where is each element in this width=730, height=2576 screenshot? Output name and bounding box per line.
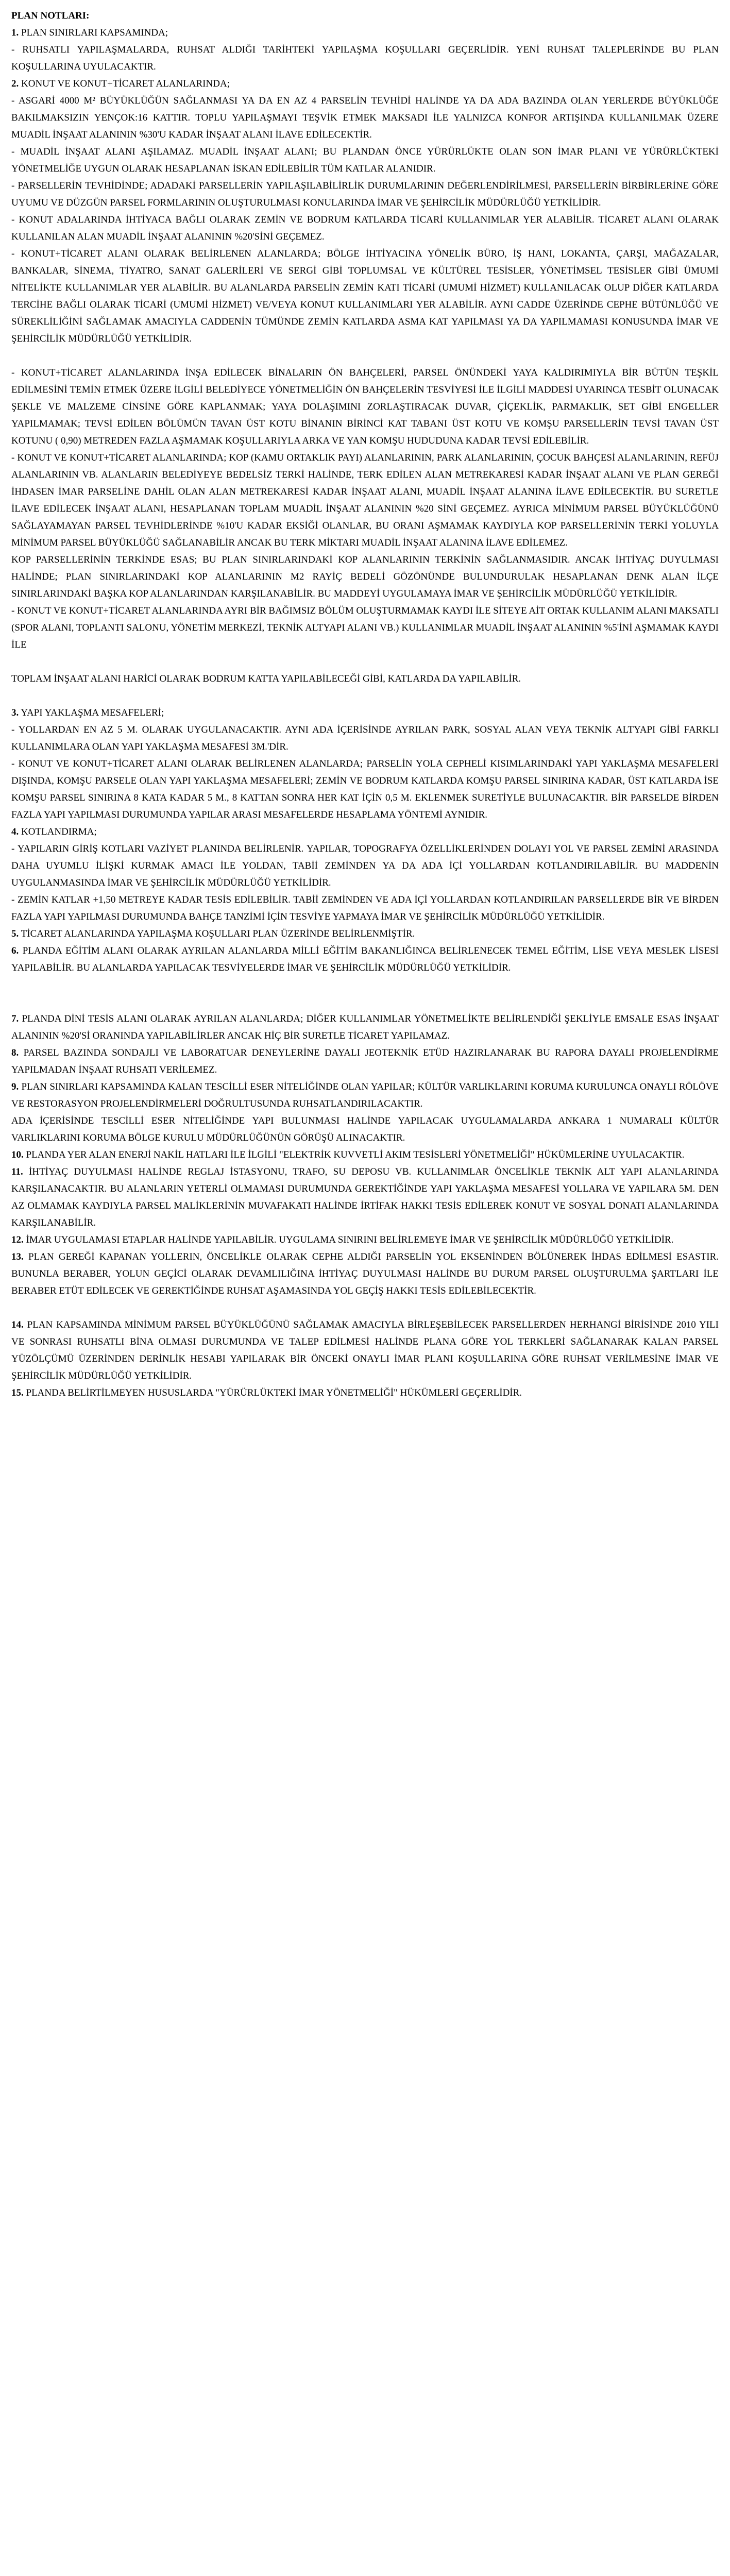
note-text: - KONUT+TİCARET ALANI OLARAK BELİRLENEN ALANLARDA; BÖLGE İHTİYACINA YÖNELİK BÜRO, İŞ HANI, LOKANTA, ÇARŞI, MAĞAZALAR, BANKALAR, SİNEMA, TİYATRO, SANAT GALERİLERİ VE SERGİ GİBİ TOPLUMSAL VE KÜLTÜREL TESİSLER, YÖNETİMSEL TESİSLER GİBİ ÜMUMİ NİTELİKTE KULLANIMLAR YER ALABİLİR. BU ALANLARDA PARSELİN ZEMİN KATI TİCARİ (UMUMİ HİZMET) KULLANILACAK OLUP DİĞER KATLARDA TERCİHE BAĞLI OLARAK TİCARİ (UMUMİ HİZMET) VE/VEYA KONUT KULLANIMLARI YER ALABİLİR. AYNI CADDE ÜZERİNDE CEPHE BÜTÜNLÜĞÜ VE SÜREKLİLİĞİNİ SAĞLAMAK AMACIYLA CADDENİN TÜMÜNDE ZEMİN KATLARDA ASMA KAT YAPILMASI YA DA YAPILMAMASI KONUSUNDA İMAR VE ŞEHİRCİLİK MÜDÜRLÜĞÜ YETKİLİDİR. bbox=[11, 248, 719, 344]
note-text: PLANDA DİNİ TESİS ALANI OLARAK AYRILAN ALANLARDA; DİĞER KULLANIMLAR YÖNETMELİKTE BELİRLENDİĞİ ŞEKLİYLE EMSALE ESAS İNŞAAT ALANININ %20'Sİ ORANINDA YAPILABİLİRLER ANCAK HİÇ BİR SURETLE TİCARET YAPILAMAZ. bbox=[11, 1013, 719, 1041]
note-text: - KONUT VE KONUT+TİCARET ALANLARINDA; KOP (KAMU ORTAKLIK PAYI) ALANLARININ, PARK ALANLARININ, ÇOCUK BAHÇESİ ALANLARININ, REFÜJ ALANLARININ VB. ALANLARIN BELEDİYEYE BEDELSİZ TERKİ HALİNDE, TERK EDİLEN ALAN METREKARESİ KADAR İNŞAAT ALANI VE PLAN GEREĞİ İHDASEN İMAR PARSELİNE DAHİL OLAN ALAN METREKARESİ KADAR İNŞAAT ALANI, MUADİL İNŞAAT ALANINA İLAVE EDİLECEKTİR. BU SURETLE İLAVE EDİLECEK İNŞAAT ALANI, HESAPLANAN TOPLAM MUADİL İNŞAAT ALANININ %20 SİNİ GEÇEMEZ. AYRICA MİNİMUM PARSEL BÜYÜKLÜĞÜNÜ SAĞLAYAMAYAN PARSEL TEVHİDLERİNDE %10'U KADAR EKSİĞİ OLANLAR, BU ORANI AŞMAMAK KAYDIYLA KOP PARSELLERİNİN TERKİ YOLUYLA MİNİMUM PARSEL BÜYÜKLÜĞÜ SAĞLANABİLİR ANCAK BU TERK MİKTARI MUADİL İNŞAAT ALANINA İLAVE EDİLEMEZ. bbox=[11, 452, 719, 548]
note-text: İHTİYAÇ DUYULMASI HALİNDE REGLAJ İSTASYONU, TRAFO, SU DEPOSU VB. KULLANIMLAR ÖNCELİKLE TEKNİK ALT YAPI ALANLARINDA KARŞILANACAKTIR. BU ALANLARIN YETERLİ OLMAMASI DURUMUNDA GEREKTİĞİNDE YAPI YAKLAŞMA MESAFESİ YOLLARA VE YAPILARA 5M. DEN AZ OLMAMAK KAYDIYLA PARSEL MALİKLERİNİN MUVAFAKATI HALİNDE İRTİFAK HAKKI TESİS EDİLEREK KONUT VE SOSYAL DONATI ALANLARINDA KARŞILANABİLİR. bbox=[11, 1166, 719, 1228]
note-text: PLAN SINIRLARI KAPSAMINDA KALAN TESCİLLİ ESER NİTELİĞİNDE OLAN YAPILAR; KÜLTÜR VARLIKLARINI KORUMA KURULUNCA ONAYLI RÖLÖVE VE RESTORASYON PROJELENDİRMELERİ DOĞRULTUSUNDA RUHSATLANDIRILACAKTIR. bbox=[11, 1081, 719, 1109]
numbered-note bbox=[11, 1248, 719, 1299]
note-number: 2. bbox=[11, 78, 19, 89]
note-paragraph bbox=[11, 177, 719, 211]
note-text: PLANDA EĞİTİM ALANI OLARAK AYRILAN ALANLARDA MİLLİ EĞİTİM BAKANLIĞINCA BELİRLENECEK TEMEL EĞİTİM, LİSE VEYA MESLEK LİSESİ YAPILABİLİR. BU ALANLARDA YAPILACAK TESVİYELERDE İMAR VE ŞEHİRCİLİK MÜDÜRLÜĞÜ YETKİLİDİR. bbox=[11, 945, 719, 973]
note-paragraph bbox=[11, 551, 719, 602]
note-number: 5. bbox=[11, 928, 19, 939]
numbered-note bbox=[11, 24, 719, 41]
note-text: TİCARET ALANLARINDA YAPILAŞMA KOŞULLARI PLAN ÜZERİNDE BELİRLENMİŞTİR. bbox=[19, 928, 415, 939]
document-title: PLAN NOTLARI: bbox=[11, 10, 90, 21]
numbered-note bbox=[11, 1384, 719, 1401]
note-paragraph bbox=[11, 602, 719, 653]
note-paragraph bbox=[11, 840, 719, 891]
note-text: PLANDA YER ALAN ENERJİ NAKİL HATLARI İLE İLGİLİ "ELEKTRİK KUVVETLİ AKIM TESİSLERİ YÖNETMELİĞİ" HÜKÜMLERİNE UYULACAKTIR. bbox=[23, 1149, 685, 1160]
note-text: ADA İÇERİSİNDE TESCİLLİ ESER NİTELİĞİNDE YAPI BULUNMASI HALİNDE YAPILACAK UYGULAMALARDA ANKARA 1 NUMARALI KÜLTÜR VARLIKLARINI KORUMA BÖLGE KURULU MÜDÜRLÜĞÜNÜN GÖRÜŞÜ ALINACAKTIR. bbox=[11, 1115, 719, 1143]
notes-body bbox=[11, 24, 719, 1401]
note-text: TOPLAM İNŞAAT ALANI HARİCİ OLARAK BODRUM KATTA YAPILABİLECEĞİ GİBİ, KATLARDA DA YAPILABİLİR. bbox=[11, 673, 521, 684]
note-text: KOP PARSELLERİNİN TERKİNDE ESAS; BU PLAN SINIRLARINDAKİ KOP ALANLARININ TERKİNİN SAĞLANMASIDIR. ANCAK İHTİYAÇ DUYULMASI HALİNDE; PLAN SINIRLARINDAKİ KOP ALANLARININ M2 RAYİÇ BEDELİ GÖZÖNÜNDE BULUNDURULAK HESAPLANAN DENK ALAN İLÇE SINIRLARINDAKİ BAŞKA KOP ALANLARINDAN KARŞILANABİLİR. BU MADDEYİ UYGULAMAYA İMAR VE ŞEHİRCİLİK MÜDÜRLÜĞÜ YETKİLİDİR. bbox=[11, 554, 719, 599]
numbered-note bbox=[11, 925, 719, 942]
note-text: - KONUT+TİCARET ALANLARINDA İNŞA EDİLECEK BİNALARIN ÖN BAHÇELERİ, PARSEL ÖNÜNDEKİ YAYA KALDIRIMIYLA BİR BÜTÜN TEŞKİL EDİLMESİNİ TEMİN ETMEK ÜZERE İLGİLİ BELEDİYECE YÖNETMELİĞİN ÖN BAHÇELERİN TESVİYESİ İLE İLGİLİ MADDESİ UYARINCA TESBİT OLUNACAK ŞEKLE VE MALZEME CİNSİNE GÖRE KAPLANMAK; YAYA DOLAŞIMINI ZORLAŞTIRACAK DUVAR, ÇİÇEKLİK, PARMAKLIK, SET GİBİ ENGELLER YAPILMAMAK; TEVSİ EDİLEN BÖLÜMÜN TAVAN ÜST KOTU BİNANIN BİRİNCİ KAT TABANI ÜST KOTU VE KOMŞU PARSELLERİN TEVSİ TAVAN ÜST KOTUNU ( 0,90) METREDEN FAZLA AŞMAMAK KOŞULLARIYLA ARKA VE YAN KOMŞU HUDUDUNA KADAR TEVSİ EDİLEBİLİR. bbox=[11, 367, 719, 446]
note-number: 10. bbox=[11, 1149, 24, 1160]
numbered-note bbox=[11, 1163, 719, 1231]
numbered-note bbox=[11, 1078, 719, 1112]
note-paragraph bbox=[11, 721, 719, 755]
note-text: - MUADİL İNŞAAT ALANI AŞILAMAZ. MUADİL İNŞAAT ALANI; BU PLANDAN ÖNCE YÜRÜRLÜKTE OLAN SON İMAR PLANI VE YÜRÜRLÜKTEKİ YÖNETMELİĞE UYGUN OLARAK HESAPLANAN İSKAN EDİLEBİLİR TÜM KATLAR ALANIDIR. bbox=[11, 146, 719, 174]
note-text: KONUT VE KONUT+TİCARET ALANLARINDA; bbox=[19, 78, 230, 89]
note-paragraph bbox=[11, 1112, 719, 1146]
note-number: 9. bbox=[11, 1081, 19, 1092]
note-paragraph bbox=[11, 245, 719, 347]
note-text: - KONUT ADALARINDA İHTİYACA BAĞLI OLARAK ZEMİN VE BODRUM KATLARDA TİCARİ KULLANIMLAR YER ALABİLİR. TİCARET ALANI OLARAK KULLANILAN ALAN MUADİL İNŞAAT ALANININ %20'SİNİ GEÇEMEZ. bbox=[11, 214, 719, 242]
note-text: YAPI YAKLAŞMA MESAFELERİ; bbox=[19, 707, 164, 718]
note-paragraph bbox=[11, 449, 719, 551]
note-paragraph bbox=[11, 364, 719, 449]
note-number: 14. bbox=[11, 1319, 24, 1330]
note-text: - PARSELLERİN TEVHİDİNDE; ADADAKİ PARSELLERİN YAPILAŞILABİLİRLİK DURUMLARININ DEĞERLENDİRİLMESİ, PARSELLERİN BİRBİRLERİNE GÖRE UYUMU VE DÜZGÜN PARSEL FORMLARININ OLUŞTURULMASI KONULARINDA İMAR VE ŞEHİRCİLİK MÜDÜRLÜĞÜ YETKİLİDİR. bbox=[11, 180, 719, 208]
numbered-note bbox=[11, 1010, 719, 1044]
note-text: - ASGARİ 4000 M² BÜYÜKLÜĞÜN SAĞLANMASI YA DA EN AZ 4 PARSELİN TEVHİDİ HALİNDE YA DA ADA BAZINDA OLAN YERLERDE BÜYÜKLÜĞE BAKILMAKSIZIN YENÇOK:16 KATTIR. TOPLU YAPILAŞMAYI TEŞVİK ETMEK MAKSADI İLE YALNIZCA KONFOR ARTIŞINDA KULLANILMAK ÜZERE MUADİL İNŞAAT ALANININ %30'U KADAR İNŞAAT ALANI İLAVE EDİLECEKTİR. bbox=[11, 95, 719, 140]
numbered-note bbox=[11, 1231, 719, 1248]
note-text: KOTLANDIRMA; bbox=[19, 826, 97, 837]
note-number: 15. bbox=[11, 1387, 24, 1398]
note-text: PLAN KAPSAMINDA MİNİMUM PARSEL BÜYÜKLÜĞÜNÜ SAĞLAMAK AMACIYLA BİRLEŞEBİLECEK PARSELLERDEN HERHANGİ BİRİSİNDE 2010 YILI VE SONRASI RUHSATLI BİNA OLMASI DURUMUNDA VE TALEP EDİLMESİ HALİNDE PLANA GÖRE YOL TERKLERİ SAĞLANARAK KALAN PARSEL YÜZÖLÇÜMÜ ÜZERİNDEN DERİNLİK HESABI YAPILARAK BİR ÖNCEKİ ONAYLI İMAR PLANI KOŞULLARINA GÖRE RUHSAT VERİLMESİNE İMAR VE ŞEHİRCİLİK MÜDÜRLÜĞÜ YETKİLİDİR. bbox=[11, 1319, 719, 1381]
numbered-note bbox=[11, 1316, 719, 1384]
note-paragraph bbox=[11, 41, 719, 75]
note-paragraph bbox=[11, 92, 719, 143]
note-text: PLAN GEREĞİ KAPANAN YOLLERIN, ÖNCELİKLE OLARAK CEPHE ALDIĞI PARSELİN YOL EKSENİNDEN BÖLÜNEREK İHDAS EDİLMESİ ESASTIR. BUNUNLA BERABER, YOLUN GEÇİCİ OLARAK DEVAMLILIĞINA İHTİYAÇ DUYULMASI HALİNDE BU DURUM PARSEL OLUŞTURULMA ŞARTLARI İLE BERABER ETÜT EDİLECEK VE GEREKTİĞİNDE RUHSAT AŞAMASINDA YOL GEÇİŞ HAKKI TESİS EDİLEBİLECEKTİR. bbox=[11, 1251, 719, 1296]
note-text: - YAPILARIN GİRİŞ KOTLARI VAZİYET PLANINDA BELİRLENİR. YAPILAR, TOPOGRAFYA ÖZELLİKLERİNDEN DOLAYI YOL VE PARSEL ZEMİNİ ARASINDA DAHA UYUMLU İLİŞKİ KURMAK AMACI İLE YOLDAN, TABİİ ZEMİNDEN YA DA ADA İÇİ YOLLARDAN KOTLANDIRILABİLİR. BU MADDENİN UYGULANMASINDA İMAR VE ŞEHİRCİLİK MÜDÜRLÜĞÜ YETKİLİDİR. bbox=[11, 843, 719, 888]
numbered-note bbox=[11, 1044, 719, 1078]
note-text: - YOLLARDAN EN AZ 5 M. OLARAK UYGULANACAKTIR. AYNI ADA İÇERİSİNDE AYRILAN PARK, SOSYAL ALAN VEYA TEKNİK ALTYAPI GİBİ FARKLI KULLANIMLARA OLAN YAPI YAKLAŞMA MESAFESİ 3M.'DİR. bbox=[11, 724, 719, 752]
numbered-note bbox=[11, 823, 719, 840]
numbered-note bbox=[11, 704, 719, 721]
note-text: - ZEMİN KATLAR +1,50 METREYE KADAR TESİS EDİLEBİLİR. TABİİ ZEMİNDEN VE ADA İÇİ YOLLARDAN KOTLANDIRILAN PARSELLERDE BİR VE BİRDEN FAZLA YAPI YAPILMASI DURUMUNDA BAHÇE TANZİMİ İÇİN TESVİYE YAPMAYA İMAR VE ŞEHİRCİLİK MÜDÜRLÜĞÜ YETKİLİDİR. bbox=[11, 894, 719, 922]
note-paragraph bbox=[11, 670, 719, 687]
note-text: - RUHSATLI YAPILAŞMALARDA, RUHSAT ALDIĞI TARİHTEKİ YAPILAŞMA KOŞULLARI GEÇERLİDİR. YENİ RUHSAT TALEPLERİNDE BU PLAN KOŞULLARINA UYULACAKTIR. bbox=[11, 44, 719, 72]
note-text: PLAN SINIRLARI KAPSAMINDA; bbox=[19, 27, 168, 38]
note-paragraph bbox=[11, 143, 719, 177]
note-number: 12. bbox=[11, 1234, 24, 1245]
note-text: PARSEL BAZINDA SONDAJLI VE LABORATUAR DENEYLERİNE DAYALI JEOTEKNİK ETÜD HAZIRLANARAK BU RAPORA DAYALI PROJELENDİRME YAPILMADAN İNŞAAT RUHSATI VERİLEMEZ. bbox=[11, 1047, 719, 1075]
note-number: 13. bbox=[11, 1251, 24, 1262]
note-number: 1. bbox=[11, 27, 19, 38]
numbered-note bbox=[11, 1146, 719, 1163]
note-number: 7. bbox=[11, 1013, 19, 1024]
note-text: - KONUT VE KONUT+TİCARET ALANI OLARAK BELİRLENEN ALANLARDA; PARSELİN YOLA CEPHELİ KISIMLARINDAKİ YAPI YAKLAŞMA MESAFELERİ DIŞINDA, KOMŞU PARSELE OLAN YAPI YAKLAŞMA MESAFELERİ; ZEMİN VE BODRUM KATLARDA KOMŞU PARSEL SINIRINA KADAR, ÜST KATLARDA İSE KOMŞU PARSEL SINIRINA 8 KATA KADAR 5 M., 8 KATTAN SONRA HER KAT İÇİN 0,5 M. EKLENMEK SURETİYLE BULUNACAKTIR. BİR PARSELDE BİRDEN FAZLA YAPI YAPILMASI DURUMUNDA YAPILAR ARASI MESAFELERDE HESAPLAMA YÖNTEMİ AYNIDIR. bbox=[11, 758, 719, 820]
note-text: PLANDA BELİRTİLMEYEN HUSUSLARDA "YÜRÜRLÜKTEKİ İMAR YÖNETMELİĞİ" HÜKÜMLERİ GEÇERLİDİR. bbox=[23, 1387, 522, 1398]
note-number: 8. bbox=[11, 1047, 19, 1058]
note-number: 11. bbox=[11, 1166, 23, 1177]
note-paragraph bbox=[11, 891, 719, 925]
note-paragraph bbox=[11, 211, 719, 245]
note-paragraph bbox=[11, 755, 719, 823]
note-text: İMAR UYGULAMASI ETAPLAR HALİNDE YAPILABİLİR. UYGULAMA SINIRINI BELİRLEMEYE İMAR VE ŞEHİRCİLİK MÜDÜRLÜĞÜ YETKİLİDİR. bbox=[23, 1234, 674, 1245]
numbered-note bbox=[11, 942, 719, 976]
note-number: 6. bbox=[11, 945, 19, 956]
note-text: - KONUT VE KONUT+TİCARET ALANLARINDA AYRI BİR BAĞIMSIZ BÖLÜM OLUŞTURMAMAK KAYDI İLE SİTEYE AİT ORTAK KULLANIM ALANI MAKSATLI (SPOR ALANI, TOPLANTI SALONU, YÖNETİM MERKEZİ, TEKNİK ALTYAPI ALANI VB.) KULLANIMLAR MUADİL İNŞAAT ALANININ %5'İNİ AŞMAMAK KAYDI İLE bbox=[11, 605, 719, 650]
note-number: 4. bbox=[11, 826, 19, 837]
note-number: 3. bbox=[11, 707, 19, 718]
numbered-note bbox=[11, 75, 719, 92]
